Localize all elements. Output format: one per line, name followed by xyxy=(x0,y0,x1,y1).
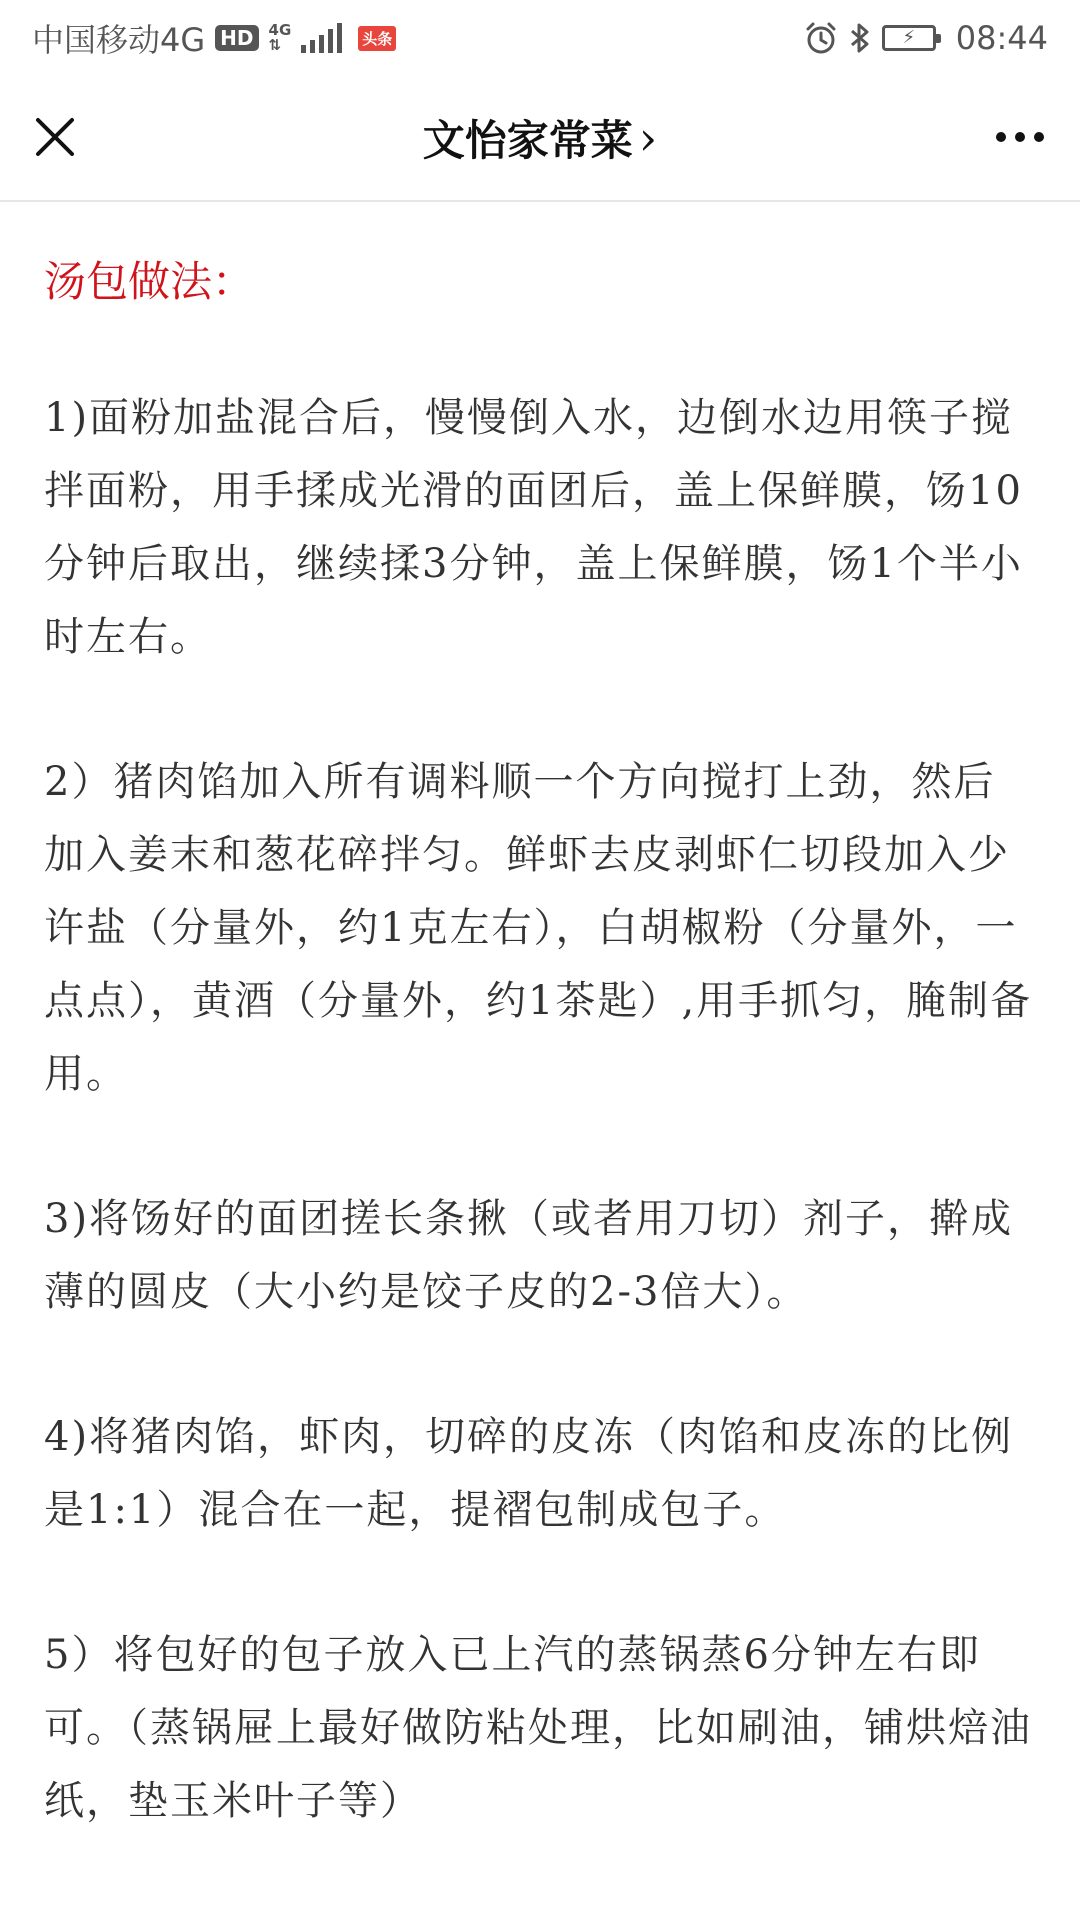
step-paragraph: 1)面粉加盐混合后，慢慢倒入水，边倒水边用筷子搅拌面粉，用手揉成光滑的面团后，盖上保鲜膜，饧10分钟后取出，继续揉3分钟，盖上保鲜膜，饧1个半小时左右。 xyxy=(44,395,1023,660)
hd-badge: HD xyxy=(215,25,258,51)
section-title: 汤包做法： xyxy=(44,257,255,306)
account-title-link[interactable] xyxy=(423,108,657,168)
battery-icon xyxy=(882,25,936,51)
nav-title-wrap xyxy=(0,76,1080,200)
network-type-badge xyxy=(269,23,292,53)
alarm-icon xyxy=(804,21,838,55)
bluetooth-icon xyxy=(848,21,872,55)
more-icon-dot xyxy=(1015,132,1025,142)
signal-icon xyxy=(301,23,342,53)
step-paragraph: 2）猪肉馅加入所有调料顺一个方向搅打上劲，然后加入姜末和葱花碎拌匀。鲜虾去皮剥虾仁切段加入少许盐（分量外，约1克左右），白胡椒粉（分量外，一点点），黄酒（分量外，约1茶匙）,用手抓匀，腌制备用。 xyxy=(44,759,1033,1097)
clock-time: 08:44 xyxy=(955,19,1048,57)
status-right xyxy=(804,19,1048,57)
article-content xyxy=(44,202,1036,1838)
step-paragraph: 4)将猪肉馅，虾肉，切碎的皮冻（肉馅和皮冻的比例是1:1）混合在一起，提褶包制成包子。 xyxy=(44,1414,1014,1533)
chevron-right-icon: › xyxy=(638,111,658,165)
close-icon xyxy=(35,117,75,157)
step-paragraph: 3)将饧好的面团搓长条揪（或者用刀切）剂子，擀成薄的圆皮（大小约是饺子皮的2-3倍大）。 xyxy=(44,1196,1014,1315)
app-notification-badge: 头条 xyxy=(358,26,396,51)
network-type-label: 4G xyxy=(268,21,292,39)
network-arrows-icon: ⇅ xyxy=(268,36,282,54)
page-title: 文怡家常菜 xyxy=(422,116,633,165)
close-button[interactable] xyxy=(22,104,88,170)
status-left xyxy=(32,15,396,61)
more-icon-dot xyxy=(1034,132,1044,142)
charging-bolt-icon: ⚡ xyxy=(902,27,916,48)
more-button[interactable] xyxy=(982,104,1058,170)
more-icon-dot xyxy=(996,132,1006,142)
nav-bar xyxy=(0,76,1080,202)
carrier-label: 中国移动4G xyxy=(32,21,206,59)
status-bar xyxy=(0,0,1080,76)
step-paragraph: 5）将包好的包子放入已上汽的蒸锅蒸6分钟左右即可。（蒸锅屉上最好做防粘处理，比如刷油，铺烘焙油纸，垫玉米叶子等） xyxy=(44,1632,1032,1824)
